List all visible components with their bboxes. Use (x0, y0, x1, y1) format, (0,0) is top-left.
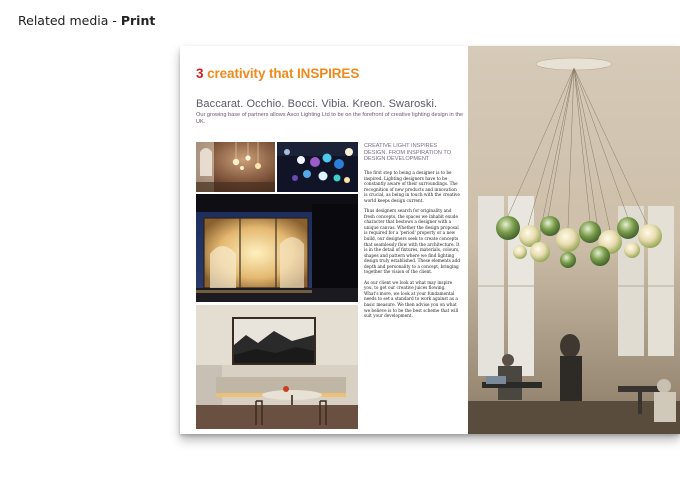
brand-list: Baccarat. Occhio. Bocci. Vibia. Kreon. Swaroski. (196, 98, 438, 110)
body-paragraph: The first step to being a designer is to be inspired. Lighting designers have to be constantly aware of their surroundings. The recognition of new products and innovation is crucial, as being in touch with the creative world keeps design current. (364, 170, 460, 203)
spread-title-text: creativity that (203, 66, 298, 81)
photo-chandelier-cafe (468, 46, 680, 434)
column-heading: CREATIVE LIGHT INSPIRES DESIGN. FROM INSPIRATION TO DESIGN DEVELOPMENT (364, 143, 452, 163)
brochure-spread (180, 46, 680, 434)
body-paragraph: As our client we look at what may inspire you, to get our creative juices flowing. What's more, we look at your fundamental needs to set a standard to work against as a basic measure. We then advise you on what we believe is to be the best scheme that will suit your development. (364, 279, 459, 319)
photo-house-night (196, 194, 358, 302)
intro-text: Our growing base of partners allows Asco Lighting Ltd to be on the forefront of creative lighting design in the UK. (196, 112, 464, 125)
section-heading-emphasis: Print (120, 13, 156, 28)
section-heading-prefix: Related media - (18, 13, 121, 28)
photo-glass-pendants (277, 142, 358, 192)
section-heading (18, 13, 155, 28)
body-copy (364, 170, 460, 324)
photo-pendant-lamps (196, 142, 275, 192)
spread-title (196, 66, 359, 81)
photo-dining-room (196, 305, 358, 429)
body-paragraph: Thus designers search for originality and fresh concepts, the spaces we inhabit exude character that bestows a designer with a unique canvas. Whether the design proposal is required for a 'period' property or a new build, our designers seek to create concepts that seamlessly flow with the architecture. It is in the detail of fixtures, materials, colours, shapes and pattern where we find lighting design truly established. These elements add depth and personality to a concept, bringing together the vision of the client. (364, 208, 460, 275)
spread-title-caps: INSPIRES (297, 66, 360, 81)
spread-title-number: 3 (196, 66, 204, 81)
brochure-right-page (468, 46, 680, 434)
brochure-left-page (180, 46, 468, 434)
